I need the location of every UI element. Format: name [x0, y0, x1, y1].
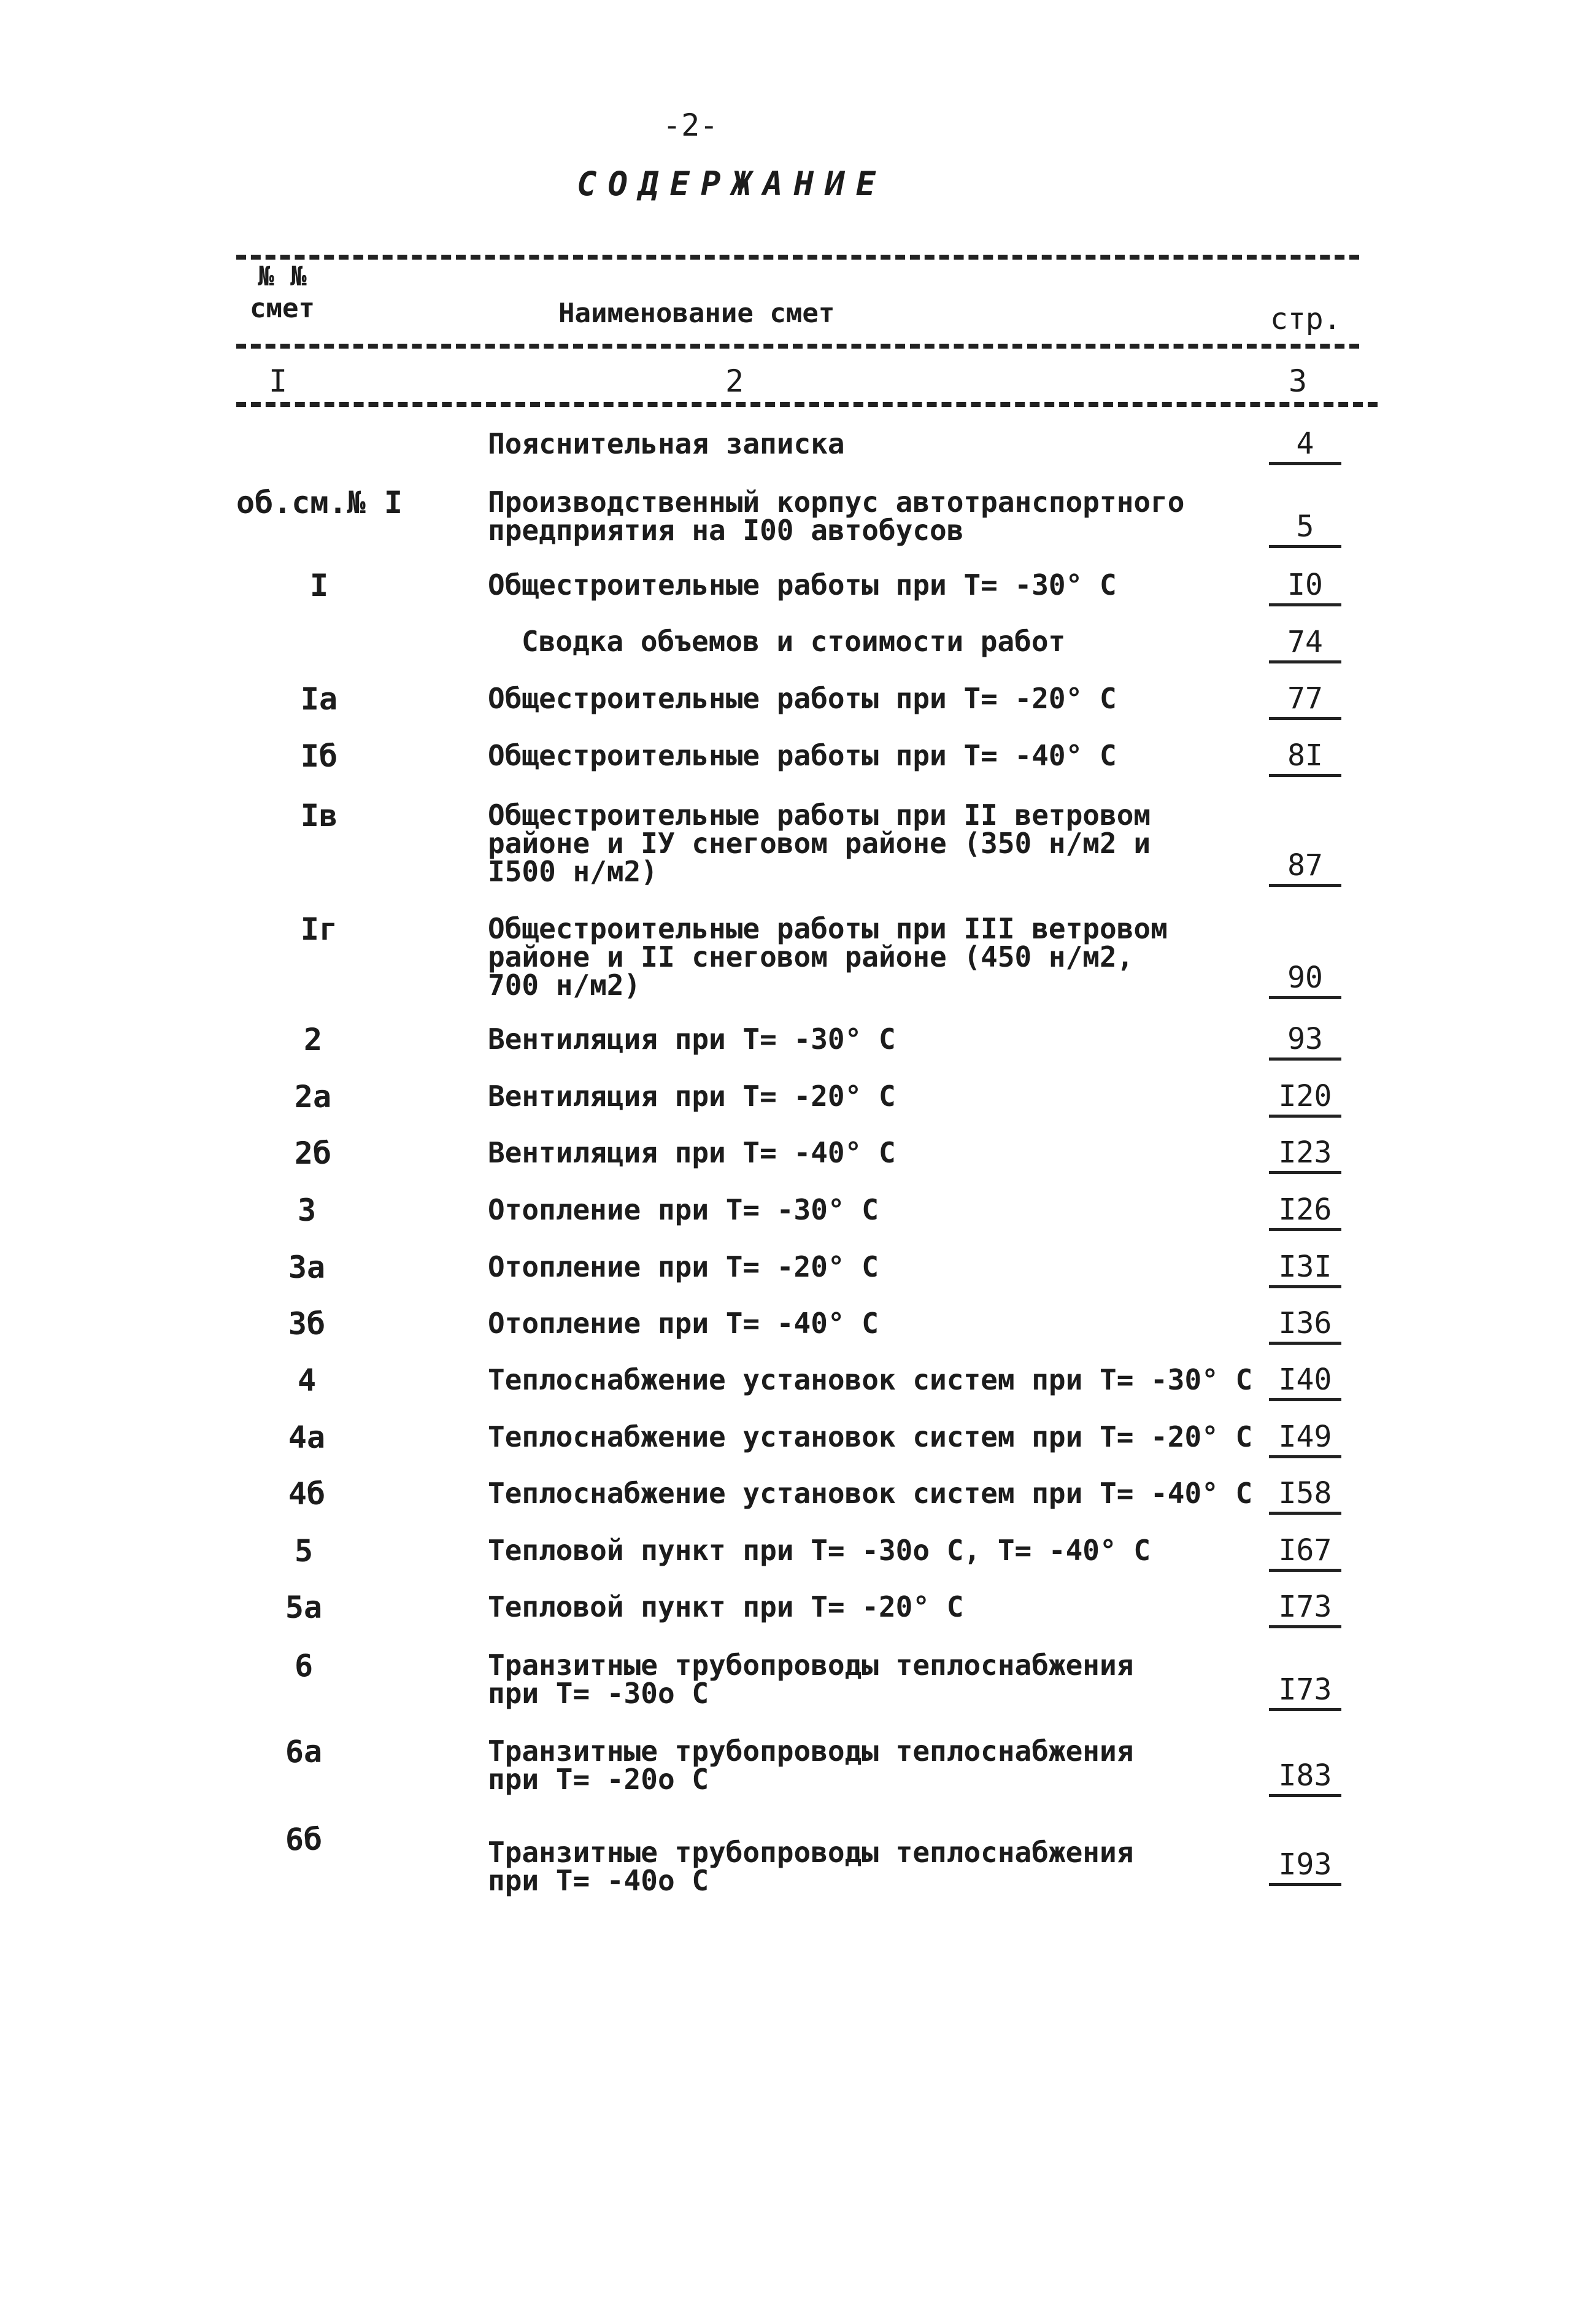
- row-title: Общестроительные работы при Т= -30° С: [488, 568, 1117, 601]
- row-title: Теплоснабжение установок систем при Т= -40° С: [488, 1477, 1253, 1510]
- header-bottom-rule: [236, 402, 1378, 407]
- row-title: Теплоснабжение установок систем при Т= -30° С: [488, 1363, 1253, 1396]
- column-number-1: I: [269, 363, 288, 399]
- column-number-3: 3: [1289, 363, 1308, 399]
- row-number: 4а: [288, 1420, 326, 1455]
- row-title: Общестроительные работы при III ветровом районе и II снеговом районе (450 н/м2, 700 н/м2): [488, 912, 1168, 1002]
- header-col-page: стр.: [1270, 302, 1341, 336]
- row-number: 6б: [285, 1822, 323, 1857]
- header-col-name: Наименование смет: [558, 298, 835, 329]
- row-page: I58: [1269, 1476, 1341, 1515]
- row-number: 6а: [285, 1734, 323, 1769]
- page-title: СОДЕРЖАНИЕ: [577, 164, 887, 203]
- row-title: Вентиляция при Т= -40° С: [488, 1136, 896, 1169]
- row-page: 87: [1269, 848, 1341, 887]
- row-number: Iб: [300, 738, 338, 774]
- row-page: 5: [1269, 509, 1341, 548]
- row-page: 77: [1269, 681, 1341, 720]
- row-page: I3I: [1269, 1250, 1341, 1288]
- row-page: 93: [1269, 1022, 1341, 1061]
- row-page: I36: [1269, 1306, 1341, 1345]
- row-number: 3: [297, 1193, 317, 1228]
- row-page: I40: [1269, 1363, 1341, 1401]
- row-title: Тепловой пункт при Т= -20° С: [488, 1590, 964, 1623]
- row-number: 5а: [285, 1590, 323, 1625]
- row-page: I26: [1269, 1193, 1341, 1231]
- row-page: I93: [1269, 1847, 1341, 1886]
- row-title: Транзитные трубопроводы теплоснабжения при Т= -20о С: [488, 1734, 1134, 1796]
- row-number: Iа: [300, 681, 338, 717]
- row-number: I: [309, 568, 329, 603]
- row-page: I73: [1269, 1590, 1341, 1628]
- row-page: I0: [1269, 568, 1341, 606]
- row-page: I73: [1269, 1672, 1341, 1711]
- row-page: 4: [1269, 427, 1341, 465]
- row-page: 74: [1269, 625, 1341, 663]
- row-title: Общестроительные работы при Т= -40° С: [488, 739, 1117, 772]
- row-page: I67: [1269, 1533, 1341, 1572]
- row-title: Транзитные трубопроводы теплоснабжения при Т= -30о С: [488, 1649, 1134, 1710]
- row-title: Транзитные трубопроводы теплоснабжения при Т= -40о С: [488, 1836, 1134, 1897]
- row-number: 3а: [288, 1250, 326, 1285]
- row-number: Iв: [300, 798, 338, 833]
- row-number: 3б: [288, 1306, 326, 1342]
- row-title: Отопление при Т= -40° С: [488, 1307, 879, 1340]
- row-page: I83: [1269, 1758, 1341, 1797]
- row-title: Производственный корпус автотранспортного предприятия на I00 автобусов: [488, 485, 1185, 547]
- row-number: 6: [294, 1648, 314, 1684]
- row-number: 4б: [288, 1476, 326, 1512]
- row-title: Отопление при Т= -20° С: [488, 1250, 879, 1283]
- row-number: 2а: [294, 1079, 332, 1115]
- row-title: Теплоснабжение установок систем при Т= -20° С: [488, 1420, 1253, 1453]
- column-number-2: 2: [725, 363, 744, 399]
- row-page: I20: [1269, 1079, 1341, 1118]
- row-title: Сводка объемов и стоимости работ: [522, 625, 1066, 658]
- row-number: 5: [294, 1533, 314, 1569]
- header-top-rule: [236, 255, 1359, 260]
- header-col-number: № № смет: [250, 261, 315, 324]
- row-number: 2: [303, 1022, 323, 1058]
- row-number: Iг: [300, 911, 338, 947]
- row-title: Отопление при Т= -30° С: [488, 1193, 879, 1226]
- row-number: 4: [297, 1363, 317, 1398]
- header-middle-rule: [236, 344, 1359, 349]
- page-number: -2-: [663, 107, 719, 143]
- row-page: 90: [1269, 961, 1341, 999]
- row-page: I49: [1269, 1420, 1341, 1458]
- row-title: Пояснительная записка: [488, 427, 845, 460]
- row-title: Вентиляция при Т= -30° С: [488, 1023, 896, 1056]
- row-number: об.см.№ I: [236, 485, 403, 520]
- row-title: Вентиляция при Т= -20° С: [488, 1080, 896, 1113]
- row-title: Тепловой пункт при Т= -30о С, Т= -40° С: [488, 1534, 1151, 1567]
- row-page: 8I: [1269, 738, 1341, 777]
- row-title: Общестроительные работы при II ветровом районе и IУ снеговом районе (350 н/м2 и I500 н/м2): [488, 798, 1151, 888]
- row-page: I23: [1269, 1135, 1341, 1174]
- row-number: 2б: [294, 1135, 332, 1171]
- row-title: Общестроительные работы при Т= -20° С: [488, 682, 1117, 715]
